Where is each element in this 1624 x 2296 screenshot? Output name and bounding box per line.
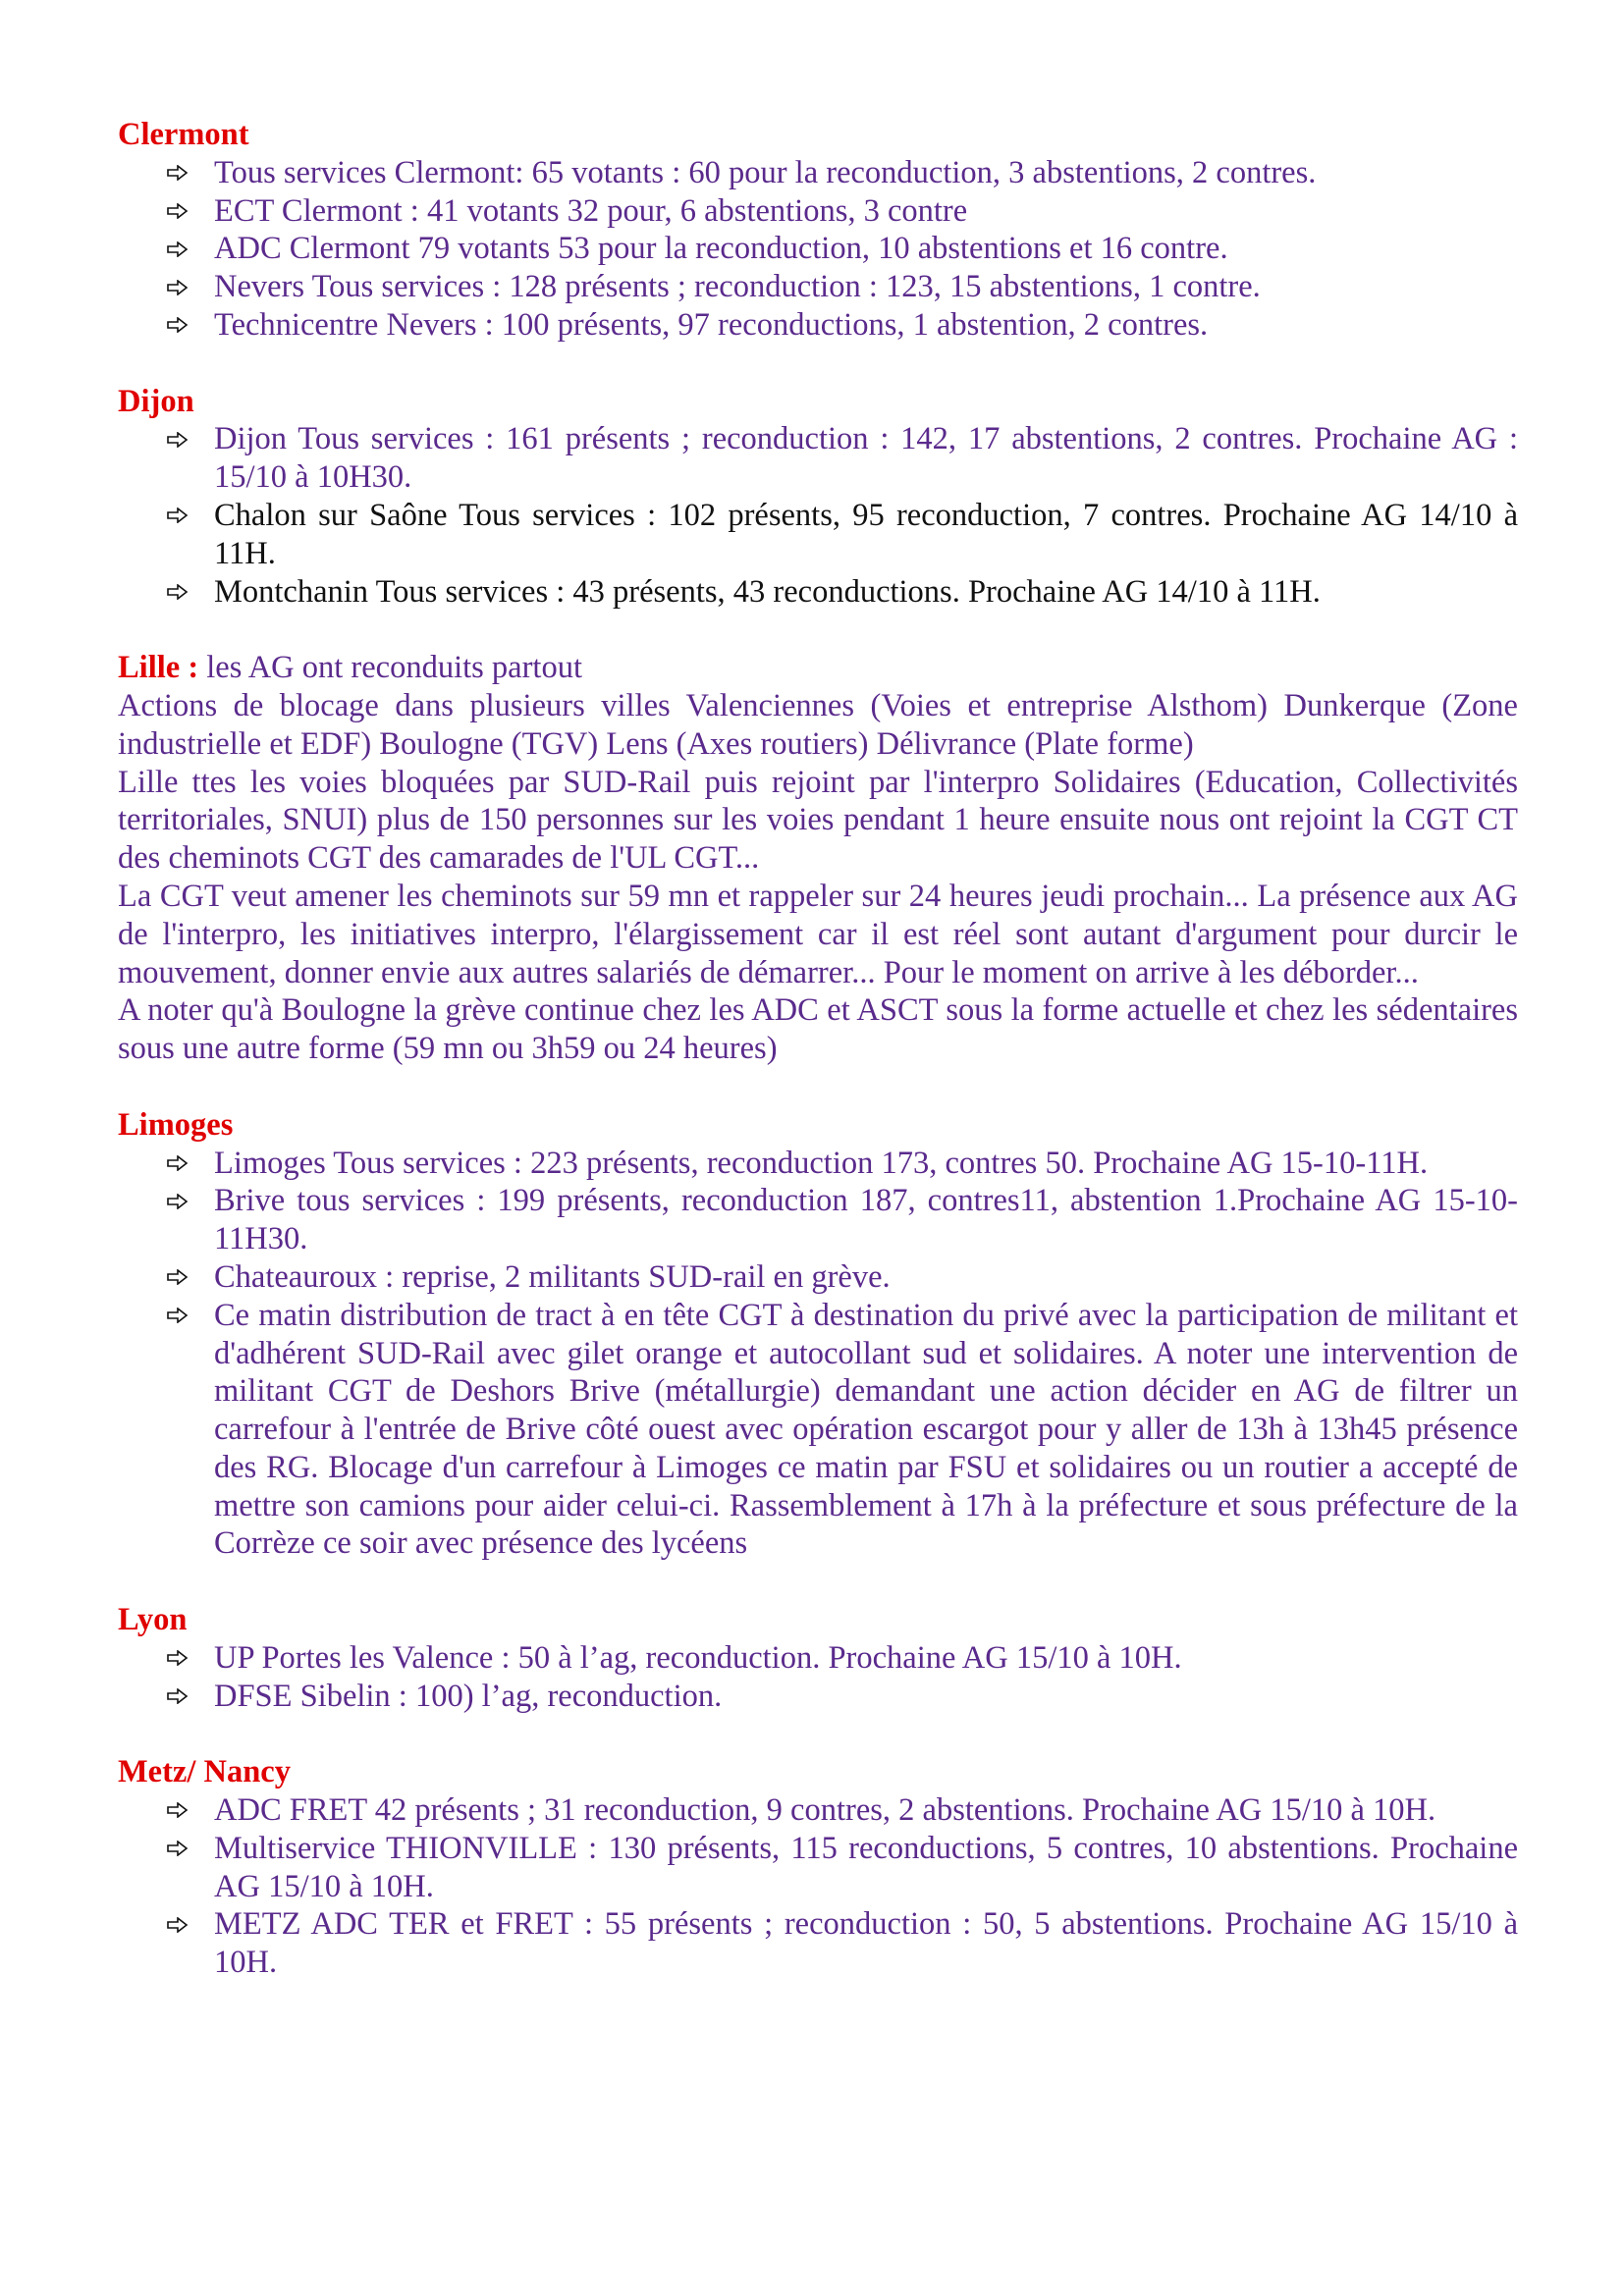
arrow-bullet-icon [167, 192, 196, 231]
bullet-list [118, 1145, 1518, 1564]
arrow-bullet-icon [167, 497, 196, 535]
paragraph: La CGT veut amener les cheminots sur 59 mn et rappeler sur 24 heures jeudi prochain... La présence aux AG de l'interpro, les initiatives interpro, l'élargissement car il est réel sont autant d'argument pour durcir le mouvement, donner envie aux autres salariés de démarrer... Pour le moment on arrive à les déborder... [118, 878, 1518, 990]
paragraph: A noter qu'à Boulogne la grève continue chez les ADC et ASCT sous la forme actuelle et chez les sédentaires sous une autre forme (59 mn ou 3h59 ou 24 heures) [118, 992, 1518, 1067]
list-item-text: ADC Clermont 79 votants 53 pour la reconduction, 10 abstentions et 16 contre. [214, 231, 1228, 267]
list-item-text: Multiservice THIONVILLE : 130 présents, 115 reconductions, 5 contres, 10 abstentions. Prochaine AG 15/10 à 10H. [214, 1830, 1518, 1904]
arrow-bullet-icon [167, 1639, 196, 1678]
arrow-bullet-icon [167, 1791, 196, 1830]
list-item-text: ECT Clermont : 41 votants 32 pour, 6 abstentions, 3 contre [214, 192, 968, 229]
list-item [167, 1791, 1518, 1830]
list-item [167, 1830, 1518, 1906]
section-limoges [118, 1106, 1518, 1564]
section-lyon [118, 1601, 1518, 1715]
arrow-bullet-icon [167, 1905, 196, 1944]
list-item [167, 1639, 1518, 1678]
arrow-bullet-icon [167, 1182, 196, 1220]
list-item-text: Chalon sur Saône Tous services : 102 présents, 95 reconduction, 7 contres. Prochaine AG 14/10 à 11H. [214, 497, 1518, 571]
list-item-text: Technicentre Nevers : 100 présents, 97 reconductions, 1 abstention, 2 contres. [214, 306, 1209, 343]
bullet-list [118, 420, 1518, 611]
section-heading: Metz/ Nancy [118, 1754, 291, 1790]
list-item [167, 1258, 1518, 1297]
section-heading [118, 649, 1518, 687]
section-lille [118, 649, 1518, 1068]
list-item [167, 192, 1518, 231]
list-item-text: Nevers Tous services : 128 présents ; reconduction : 123, 15 abstentions, 1 contre. [214, 269, 1261, 305]
list-item [167, 1678, 1518, 1716]
arrow-bullet-icon [167, 1830, 196, 1868]
section-heading-note: les AG ont reconduits partout [198, 650, 582, 686]
list-item-text: Dijon Tous services : 161 présents ; reconduction : 142, 17 abstentions, 2 contres. Prochaine AG : 15/10 à 10H30. [214, 421, 1518, 496]
bullet-list [118, 154, 1518, 345]
arrow-bullet-icon [167, 230, 196, 268]
arrow-bullet-icon [167, 1297, 196, 1335]
list-item [167, 1297, 1518, 1564]
list-item [167, 1182, 1518, 1258]
list-item-text: Tous services Clermont: 65 votants : 60 pour la reconduction, 3 abstentions, 2 contres. [214, 154, 1317, 190]
list-item-text: ADC FRET 42 présents ; 31 reconduction, 9 contres, 2 abstentions. Prochaine AG 15/10 à 10H. [214, 1792, 1436, 1829]
section-dijon [118, 383, 1518, 612]
section-metz-nancy [118, 1753, 1518, 1982]
section-heading: Dijon [118, 383, 194, 419]
list-item [167, 154, 1518, 192]
list-item [167, 306, 1518, 345]
bullet-list [118, 1791, 1518, 1982]
arrow-bullet-icon [167, 268, 196, 306]
list-item-text: Limoges Tous services : 223 présents, reconduction 173, contres 50. Prochaine AG 15-10-11H. [214, 1145, 1429, 1181]
section-heading: Limoges [118, 1106, 234, 1143]
arrow-bullet-icon [167, 1258, 196, 1297]
list-item [167, 573, 1518, 612]
list-item [167, 268, 1518, 306]
section-heading: Clermont [118, 117, 249, 152]
arrow-bullet-icon [167, 1145, 196, 1183]
section-clermont [118, 116, 1518, 345]
paragraph: Lille ttes les voies bloquées par SUD-Rail puis rejoint par l'interpro Solidaires (Education, Collectivités territoriales, SNUI) plus de 150 personnes sur les voies pendant 1 heure ensuite nous ont rejoint la CGT CT des cheminots CGT des camarades de l'UL CGT... [118, 764, 1518, 877]
section-heading: Lyon [118, 1602, 188, 1638]
bullet-list [118, 1639, 1518, 1716]
arrow-bullet-icon [167, 306, 196, 345]
list-item-text: Ce matin distribution de tract à en tête CGT à destination du privé avec la participation de militant et d'adhérent SUD-Rail avec gilet orange et autocollant sud et solidaires. A noter une intervention de militant CGT de Deshors Brive (métallurgie) demandant une action décider en AG de filtrer un carrefour à l'entrée de Brive côté ouest avec opération escargot pour y aller de 13h à 13h45 présence des RG. Blocage d'un carrefour à Limoges ce matin par FSU et solidaires ou un routier a accepté de mettre son camions pour aider celui-ci. Rassemblement à 17h à la préfecture et sous préfecture de la Corrèze ce soir avec présence des lycéens [214, 1297, 1518, 1562]
arrow-bullet-icon [167, 154, 196, 192]
list-item [167, 230, 1518, 268]
list-item-text: UP Portes les Valence : 50 à l’ag, reconduction. Prochaine AG 15/10 à 10H. [214, 1639, 1182, 1676]
list-item-text: Montchanin Tous services : 43 présents, 43 reconductions. Prochaine AG 14/10 à 11H. [214, 573, 1321, 610]
list-item [167, 1905, 1518, 1982]
paragraph: Actions de blocage dans plusieurs villes Valenciennes (Voies et entreprise Alsthom) Dunkerque (Zone industrielle et EDF) Boulogne (TGV) Lens (Axes routiers) Délivrance (Plate forme) [118, 687, 1518, 762]
list-item-text: DFSE Sibelin : 100) l’ag, reconduction. [214, 1678, 723, 1714]
list-item-text: METZ ADC TER et FRET : 55 présents ; reconduction : 50, 5 abstentions. Prochaine AG 15/10 à 10H. [214, 1906, 1518, 1981]
list-item [167, 497, 1518, 573]
arrow-bullet-icon [167, 573, 196, 612]
list-item-text: Brive tous services : 199 présents, reconduction 187, contres11, abstention 1.Prochaine AG 15-10-11H30. [214, 1183, 1518, 1257]
list-item [167, 1145, 1518, 1183]
list-item-text: Chateauroux : reprise, 2 militants SUD-rail en grève. [214, 1258, 891, 1295]
list-item [167, 420, 1518, 497]
arrow-bullet-icon [167, 1678, 196, 1716]
arrow-bullet-icon [167, 420, 196, 458]
section-heading-label: Lille : [118, 650, 199, 686]
